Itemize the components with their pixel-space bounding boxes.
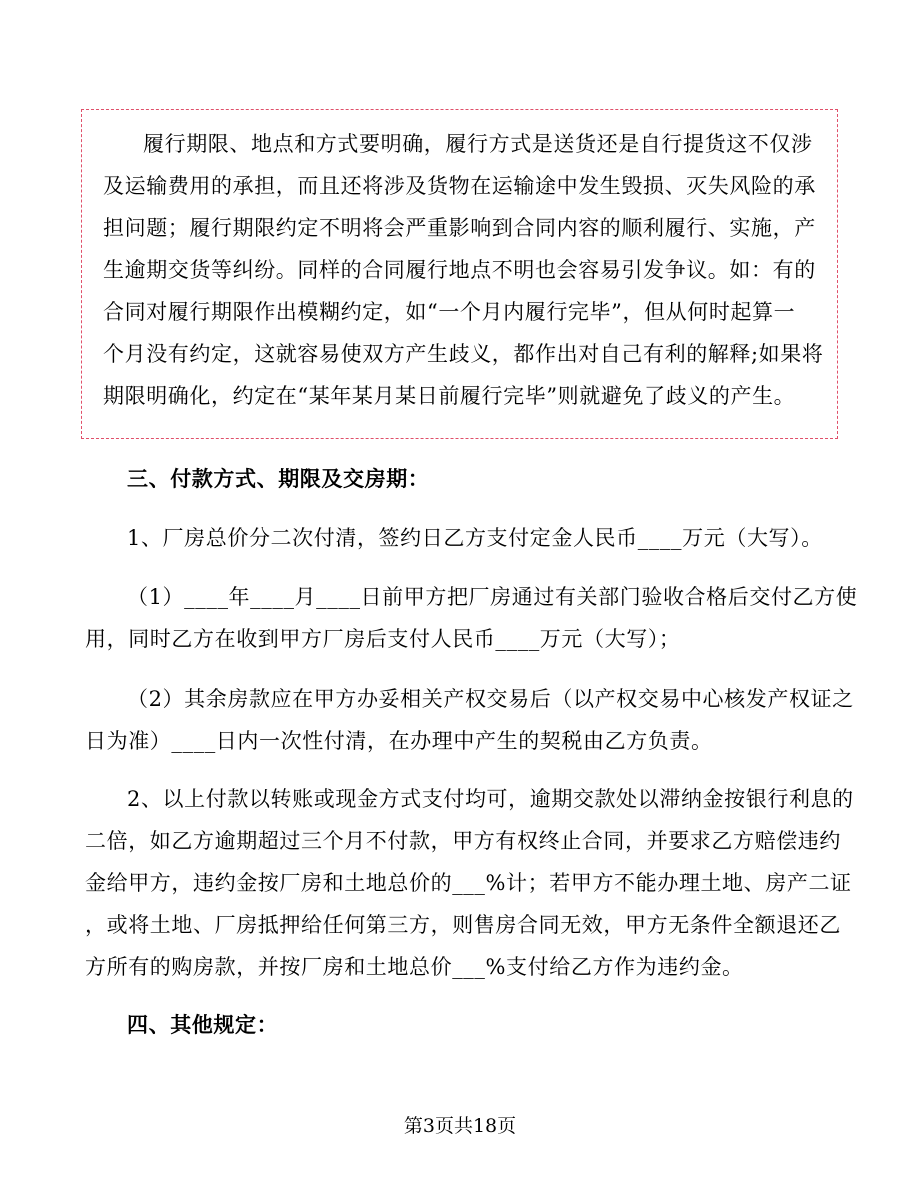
note-line: 合同对履行期限作出模糊约定，如“一个月内履行完毕”，但从何时起算一 bbox=[103, 300, 796, 324]
payment-sub-2-line: 日为准）____日内一次性付清，在办理中产生的契税由乙方负责。 bbox=[85, 729, 713, 753]
note-line: 履行期限、地点和方式要明确，履行方式是送货还是自行提货这不仅涉 bbox=[143, 132, 813, 156]
section-4-heading: 四、其他规定： bbox=[127, 1012, 279, 1037]
note-line: 担问题；履行期限约定不明将会严重影响到合同内容的顺利履行、实施，产 bbox=[103, 216, 816, 240]
payment-item-2-line: 金给甲方，违约金按厂房和土地总价的___%计；若甲方不能办理土地、房产二证 bbox=[85, 871, 852, 895]
payment-item-2-line: ，或将土地、厂房抵押给任何第三方，则售房合同无效，甲方无条件全额退还乙 bbox=[85, 913, 841, 937]
payment-item-1: 1、厂房总价分二次付清，签约日乙方支付定金人民币____万元（大写）。 bbox=[127, 526, 823, 550]
payment-sub-1-line: 用，同时乙方在收到甲方厂房后支付人民币____万元（大写）； bbox=[85, 627, 681, 651]
payment-sub-2-line: （2）其余房款应在甲方办妥相关产权交易后（以产权交易中心核发产权证之 bbox=[127, 687, 854, 711]
payment-item-2-line: 方所有的购房款，并按厂房和土地总价___%支付给乙方作为违约金。 bbox=[85, 955, 744, 979]
page-number: 第3页共18页 bbox=[403, 1115, 517, 1137]
note-line: 生逾期交货等纠纷。同样的合同履行地点不明也会容易引发争议。如：有的 bbox=[103, 258, 816, 282]
payment-item-2-line: 2、以上付款以转账或现金方式支付均可，逾期交款处以滞纳金按银行利息的 bbox=[127, 787, 854, 811]
payment-sub-1-line: （1）____年____月____日前甲方把厂房通过有关部门验收合格后交付乙方使 bbox=[127, 585, 858, 609]
section-3-heading: 三、付款方式、期限及交房期： bbox=[127, 466, 430, 491]
note-line: 个月没有约定，这就容易使双方产生歧义，都作出对自己有利的解释;如果将 bbox=[103, 342, 824, 366]
payment-item-2-line: 二倍，如乙方逾期超过三个月不付款，甲方有权终止合同，并要求乙方赔偿违约 bbox=[85, 829, 841, 853]
note-line: 期限明确化，约定在“某年某月某日前履行完毕”则就避免了歧义的产生。 bbox=[103, 384, 796, 408]
note-line: 及运输费用的承担，而且还将涉及货物在运输途中发生毁损、灭失风险的承 bbox=[103, 174, 816, 198]
